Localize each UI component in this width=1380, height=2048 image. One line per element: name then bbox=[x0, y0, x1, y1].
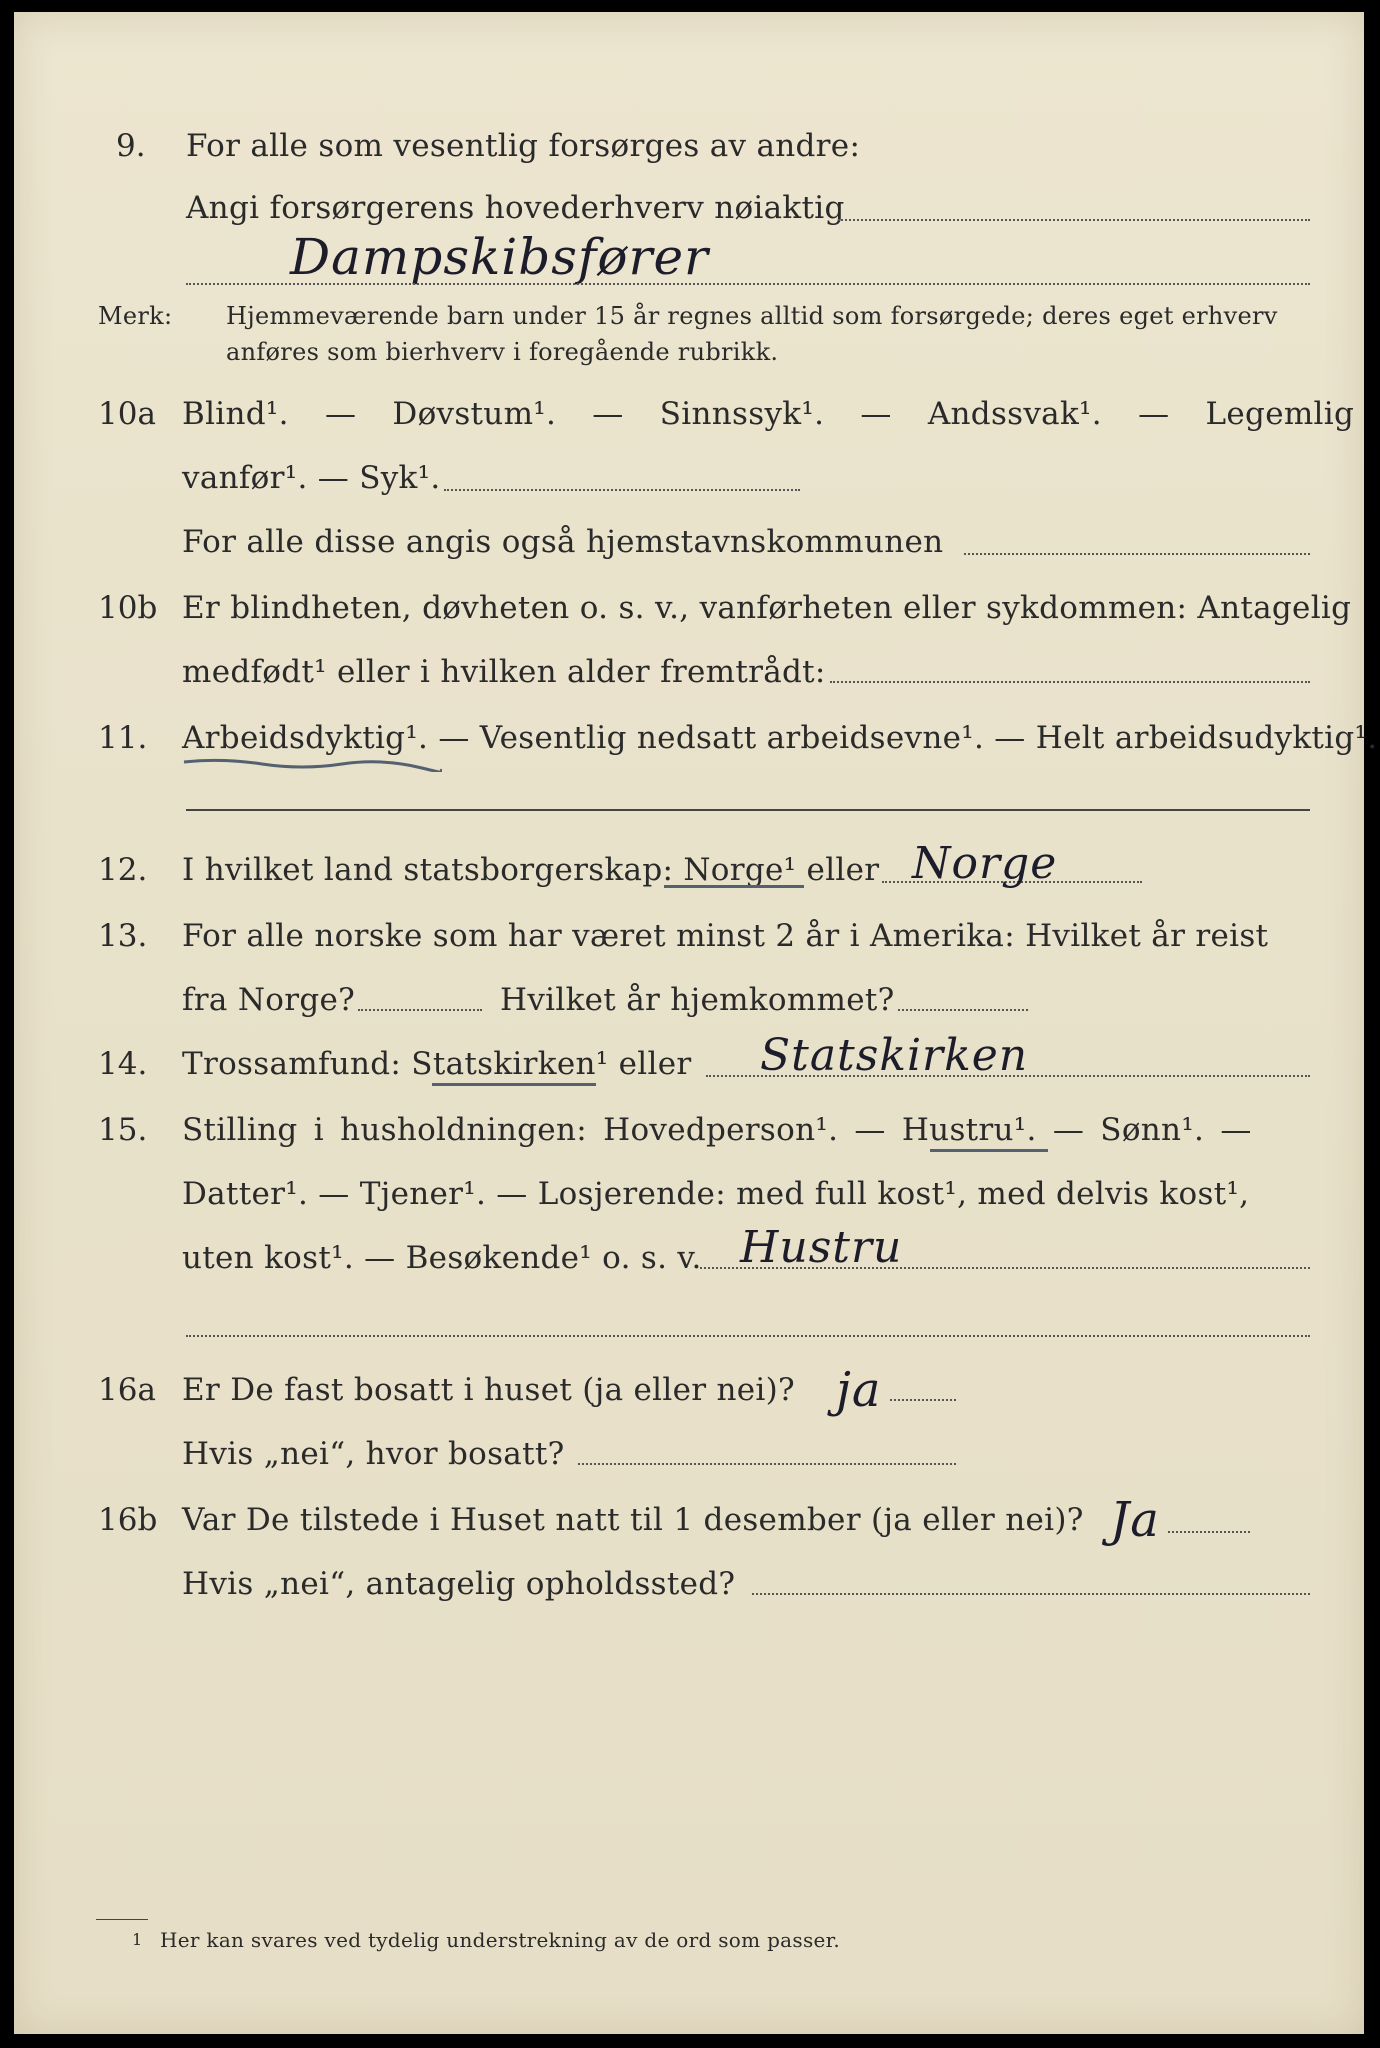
q16b-answer-rule bbox=[1168, 1530, 1250, 1533]
q10a-line2-rule bbox=[444, 488, 800, 491]
q16a-line2: Hvis „nei“, hvor bosatt? bbox=[182, 1436, 565, 1472]
q10a-line2: vanfør¹. — Syk¹. bbox=[182, 460, 441, 496]
q14-number: 14. bbox=[98, 1046, 148, 1082]
q12-norge-underline bbox=[664, 884, 804, 888]
q12-handwritten-answer: Norge bbox=[912, 838, 1058, 889]
q12-line1: I hvilket land statsborgerskap: Norge¹ eller bbox=[182, 852, 880, 888]
q13-line2a: fra Norge? bbox=[182, 982, 356, 1018]
q14-line1: Trossamfund: Statskirken¹ eller bbox=[182, 1046, 692, 1082]
q10b-line2-rule bbox=[830, 680, 1310, 683]
q13-year-left-rule bbox=[358, 1008, 482, 1011]
q16b-number: 16b bbox=[98, 1502, 158, 1538]
q15-hustru-underline bbox=[930, 1148, 1048, 1152]
q16a-line2-rule bbox=[578, 1462, 956, 1465]
q15-handwritten-answer: Hustru bbox=[740, 1222, 903, 1273]
merk-line2: anføres som bierhverv i foregående rubrikk. bbox=[226, 338, 779, 366]
q12-number: 12. bbox=[98, 852, 148, 888]
footnote-rule bbox=[96, 1918, 148, 1920]
q16b-handwritten-answer: Ja bbox=[1110, 1492, 1160, 1548]
q13-number: 13. bbox=[98, 918, 148, 954]
q9-line1: For alle som vesentlig forsørges av andre: bbox=[186, 128, 861, 164]
q10b-line1: Er blindheten, døvheten o. s. v., vanførheten eller sykdommen: Antagelig bbox=[182, 590, 1352, 626]
q11-number: 11. bbox=[98, 720, 148, 756]
q16b-line2-rule bbox=[752, 1592, 1310, 1595]
q11-separator bbox=[186, 808, 1310, 811]
q9-answer-rule-1 bbox=[838, 218, 1310, 221]
footnote-text: Her kan svares ved tydelig understrekning av de ord som passer. bbox=[160, 1928, 840, 1952]
q10a-line1: Blind¹. — Døvstum¹. — Sinnssyk¹. — Andssvak¹. — Legemlig bbox=[182, 396, 1355, 432]
footnote-mark: 1 bbox=[132, 1930, 143, 1949]
q14-statskirken-underline bbox=[432, 1082, 596, 1086]
q15-number: 15. bbox=[98, 1112, 148, 1148]
q16b-line2: Hvis „nei“, antagelig opholdssted? bbox=[182, 1566, 736, 1602]
q9-answer-rule-2 bbox=[186, 282, 1310, 285]
q9-number: 9. bbox=[116, 128, 146, 164]
q16a-handwritten-answer: ja bbox=[836, 1362, 882, 1418]
q10a-line3: For alle disse angis også hjemstavnskommunen bbox=[182, 524, 944, 560]
q10b-number: 10b bbox=[98, 590, 158, 626]
q16a-line1: Er De fast bosatt i huset (ja eller nei)? bbox=[182, 1372, 795, 1408]
q15-line3: uten kost¹. — Besøkende¹ o. s. v. bbox=[182, 1240, 702, 1276]
q9-line2: Angi forsørgerens hovederhverv nøiaktig bbox=[186, 190, 845, 226]
q16a-number: 16a bbox=[98, 1372, 156, 1408]
q15-blank-rule bbox=[186, 1334, 1310, 1337]
q10a-number: 10a bbox=[98, 396, 156, 432]
q9-handwritten-answer: Dampskibsfører bbox=[290, 228, 709, 286]
q13-line1: For alle norske som har været minst 2 år i Amerika: Hvilket år reist bbox=[182, 918, 1269, 954]
q16b-line1: Var De tilstede i Huset natt til 1 desember (ja eller nei)? bbox=[182, 1502, 1084, 1538]
q10a-line3-rule bbox=[964, 552, 1310, 555]
q13-line2b: Hvilket år hjemkommet? bbox=[500, 982, 895, 1018]
merk-line1: Hjemmeværende barn under 15 år regnes alltid som forsørgede; deres eget erhverv bbox=[226, 302, 1278, 330]
q15-line1: Stilling i husholdningen: Hovedperson¹. — Hustru¹. — Sønn¹. — bbox=[182, 1112, 1252, 1148]
q10b-line2: medfødt¹ eller i hvilken alder fremtrådt: bbox=[182, 654, 826, 690]
q15-line2: Datter¹. — Tjener¹. — Losjerende: med full kost¹, med delvis kost¹, bbox=[182, 1176, 1250, 1212]
q11-line1: Arbeidsdyktig¹. — Vesentlig nedsatt arbeidsevne¹. — Helt arbeidsudyktig¹. bbox=[182, 720, 1378, 756]
q13-year-right-rule bbox=[898, 1008, 1028, 1011]
q16a-answer-rule bbox=[890, 1398, 956, 1401]
q11-underline-mark bbox=[182, 756, 442, 772]
q14-handwritten-answer: Statskirken bbox=[760, 1030, 1029, 1081]
merk-label: Merk: bbox=[98, 302, 173, 330]
